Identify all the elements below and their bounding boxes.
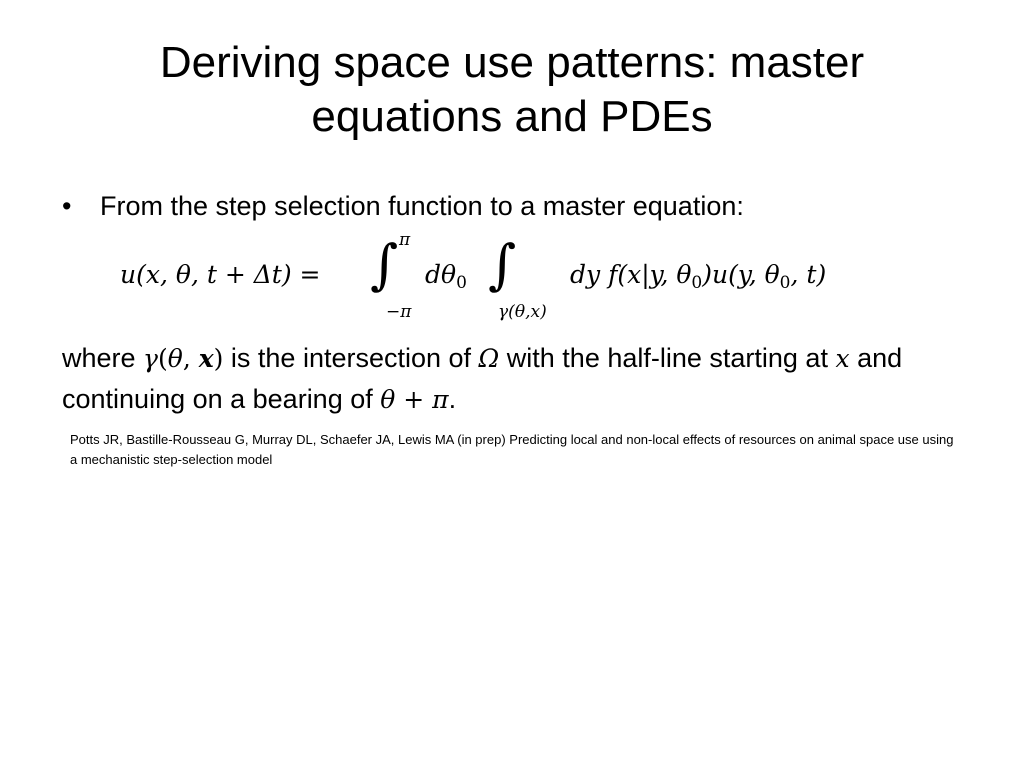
citation: Potts JR, Bastille-Rousseau G, Murray DL, Schaefer JA, Lewis MA (in prep) Predicting local and non-local effects of resources on animal space use using a mechanistic step-selection model xyxy=(70,432,954,467)
explanation-part-5: . xyxy=(448,384,457,414)
title-line-2: equations and PDEs xyxy=(311,92,713,141)
slide-title xyxy=(60,36,964,144)
integral-sign-1: ∫ xyxy=(370,233,399,296)
explanation-part-1: where xyxy=(62,343,144,373)
explanation-part-4: and continuing on a bearing of xyxy=(62,343,903,414)
gamma-term: γ(θ, x) xyxy=(143,344,224,373)
master-equation xyxy=(120,230,920,330)
bullet-marker: • xyxy=(62,191,72,221)
integral-1-lower-limit: −π xyxy=(386,302,412,322)
equation-integrand: dy f(x|y, $\theta_0)u(y$, $\theta_0$, t) xyxy=(570,260,827,293)
x-symbol: x xyxy=(835,344,850,373)
explanation-part-3: with the half-line starting at xyxy=(499,343,836,373)
theta-plus-pi: θ + π xyxy=(380,385,449,414)
omega-symbol: Ω xyxy=(478,344,500,373)
bullet-item xyxy=(62,188,744,224)
equation-lhs: u(x, θ, t + Δt) = xyxy=(120,260,321,289)
bullet-text: From the step selection function to a master equation: xyxy=(100,191,744,221)
title-line-1: Deriving space use patterns: master xyxy=(159,38,865,87)
integral-1-upper-limit: π xyxy=(399,230,411,250)
explanation-text xyxy=(62,338,962,420)
integral-1-differential: $d\theta_0$ xyxy=(425,260,467,293)
explanation-part-2: is the intersection of xyxy=(223,343,479,373)
integral-sign-2: ∫ xyxy=(488,233,517,296)
integral-2-lower-limit: γ(θ,x) xyxy=(498,302,547,322)
